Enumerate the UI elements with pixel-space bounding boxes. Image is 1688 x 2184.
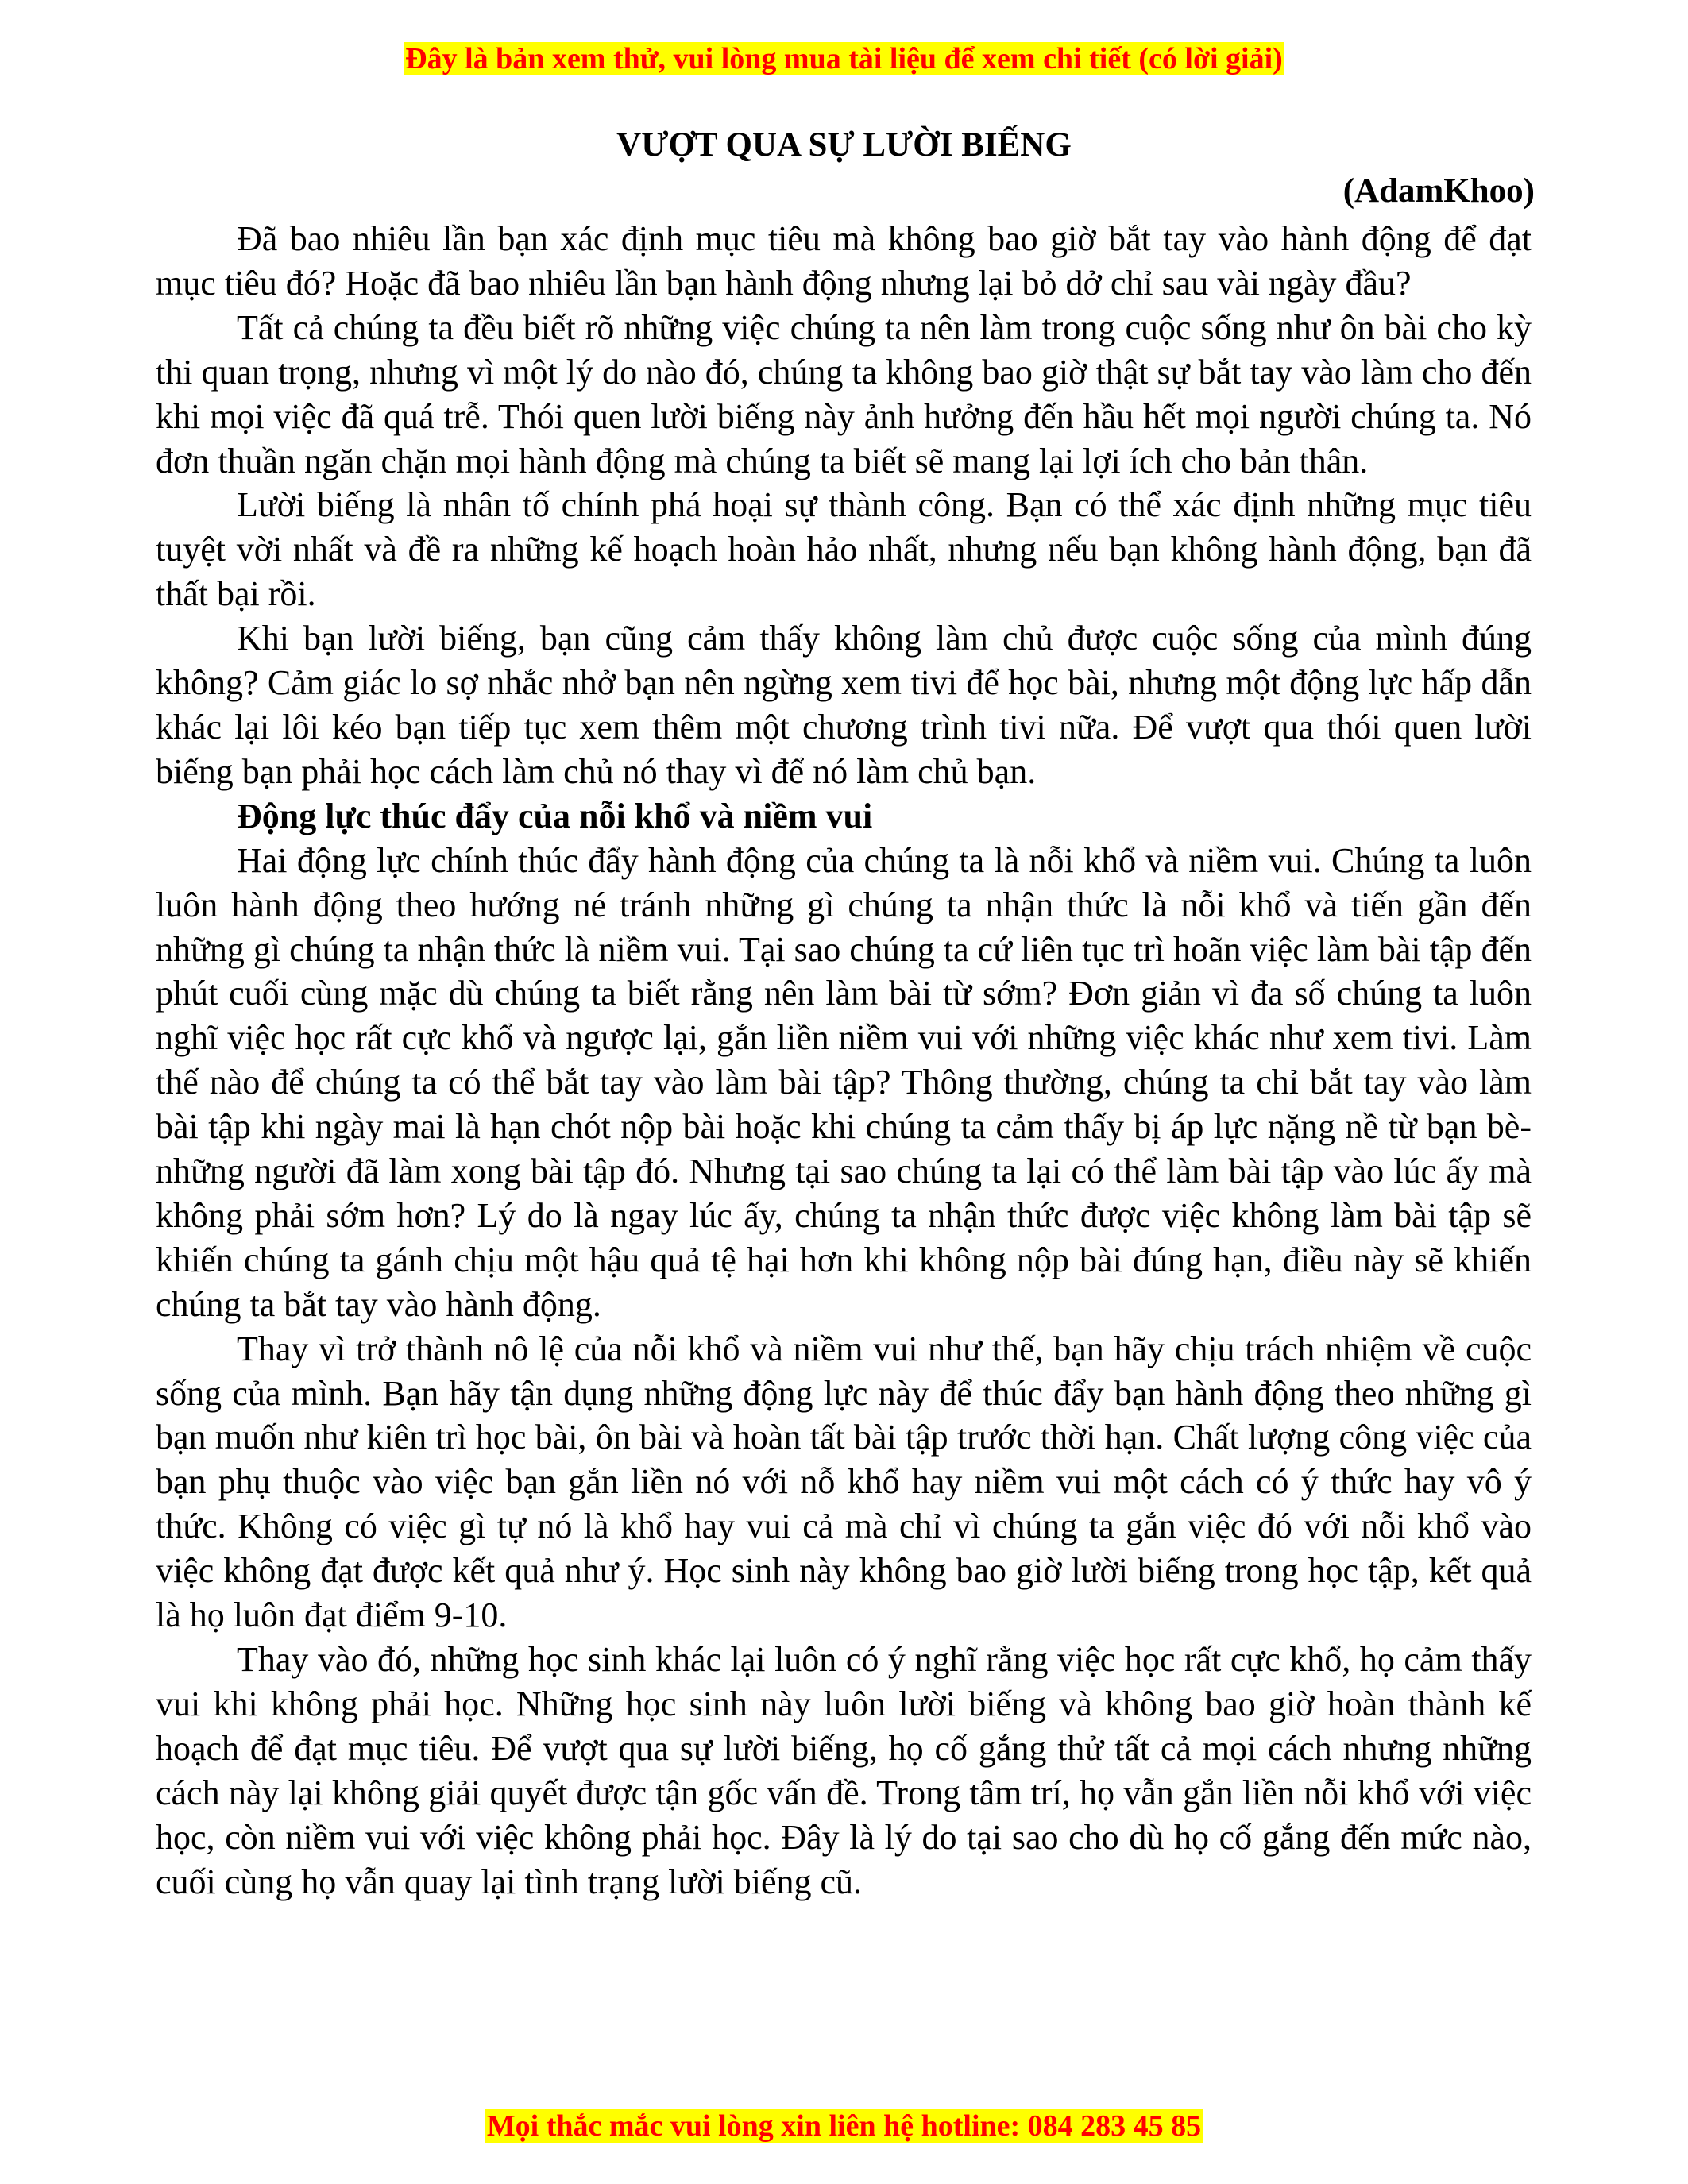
preview-notice-banner: [0, 40, 1688, 78]
paragraph: Thay vì trở thành nô lệ của nỗi khổ và niềm vui như thế, bạn hãy chịu trách nhiệm về cuộc sống của mình. Bạn hãy tận dụng những động lực này để thúc đẩy bạn hành động theo những gì bạn muốn như kiên trì học bài, ôn bài và hoàn tất bài tập trước thời hạn. Chất lượng công việc của bạn phụ thuộc vào việc bạn gắn liền nó với nỗ khổ hay niềm vui một cách có ý thức hay vô ý thức. Không có việc gì tự nó là khổ hay vui cả mà chỉ vì chúng ta gắn việc đó với nỗi khổ vào việc không đạt được kết quả như ý. Học sinh này không bao giờ lười biếng trong học tập, kết quả là họ luôn đạt điểm 9-10.: [156, 1329, 1532, 1635]
paragraph: Khi bạn lười biếng, bạn cũng cảm thấy không làm chủ được cuộc sống của mình đúng không? Cảm giác lo sợ nhắc nhở bạn nên ngừng xem tivi để học bài, nhưng một động lực hấp dẫn khác lại lôi kéo bạn tiếp tục xem thêm một chương trình tivi nữa. Để vượt qua thói quen lười biếng bạn phải học cách làm chủ nó thay vì để nó làm chủ bạn.: [156, 619, 1532, 791]
hotline-text: Mọi thắc mắc vui lòng xin liên hệ hotline: 084 283 45 85: [486, 2109, 1202, 2143]
preview-notice-text: Đây là bản xem thử, vui lòng mua tài liệu để xem chi tiết (có lời giải): [405, 42, 1283, 75]
document-author: (AdamKhoo): [1342, 172, 1535, 210]
paragraph: Lười biếng là nhân tố chính phá hoại sự thành công. Bạn có thể xác định những mục tiêu tuyệt vời nhất và đề ra những kế hoạch hoàn hảo nhất, nhưng nếu bạn không hành động, bạn đã thất bại rồi.: [156, 485, 1532, 614]
section-heading: Động lực thúc đẩy của nỗi khổ và niềm vui: [237, 796, 873, 835]
hotline-banner: [0, 2107, 1688, 2145]
paragraph: Hai động lực chính thúc đẩy hành động của chúng ta là nỗi khổ và niềm vui. Chúng ta luôn luôn hành động theo hướng né tránh những gì chúng ta nhận thức là nỗi khổ và tiến gần đến những gì chúng ta nhận thức là niềm vui. Tại sao chúng ta cứ liên tục trì hoãn việc làm bài tập đến phút cuối cùng mặc dù chúng ta biết rằng nên làm bài từ sớm? Đơn giản vì đa số chúng ta luôn nghĩ việc học rất cực khổ và ngược lại, gắn liền niềm vui với những việc khác như xem tivi. Làm thế nào để chúng ta có thể bắt tay vào làm bài tập? Thông thường, chúng ta chỉ bắt tay vào làm bài tập khi ngày mai là hạn chót nộp bài hoặc khi chúng ta cảm thấy bị áp lực nặng nề từ bạn bè-những người đã làm xong bài tập đó. Nhưng tại sao chúng ta lại có thể làm bài tập vào lúc ấy mà không phải sớm hơn? Lý do là ngay lúc ấy, chúng ta nhận thức được việc không làm bài tập sẽ khiến chúng ta gánh chịu một hậu quả tệ hại hơn khi không nộp bài đúng hạn, điều này sẽ khiến chúng ta bắt tay vào hành động.: [156, 840, 1532, 1324]
paragraph: Thay vào đó, những học sinh khác lại luôn có ý nghĩ rằng việc học rất cực khổ, họ cảm thấy vui khi không phải học. Những học sinh này luôn lười biếng và không bao giờ hoàn thành kế hoạch để đạt mục tiêu. Để vượt qua sự lười biếng, họ cố gắng thử tất cả mọi cách nhưng những cách này lại không giải quyết được tận gốc vấn đề. Trong tâm trí, họ vẫn gắn liền nỗi khổ với việc học, còn niềm vui với việc không phải học. Đây là lý do tại sao cho dù họ cố gắng đến mức nào, cuối cùng họ vẫn quay lại tình trạng lười biếng cũ.: [156, 1640, 1532, 1901]
paragraph: Tất cả chúng ta đều biết rõ những việc chúng ta nên làm trong cuộc sống như ôn bài cho kỳ thi quan trọng, nhưng vì một lý do nào đó, chúng ta không bao giờ thật sự bắt tay vào làm cho đến khi mọi việc đã quá trễ. Thói quen lười biếng này ảnh hưởng đến hầu hết mọi người chúng ta. Nó đơn thuần ngăn chặn mọi hành động mà chúng ta biết sẽ mang lại lợi ích cho bản thân.: [156, 307, 1532, 480]
document-title: VƯỢT QUA SỰ LƯỜI BIẾNG: [616, 126, 1072, 164]
document-body: [156, 217, 1532, 1904]
paragraph: Đã bao nhiêu lần bạn xác định mục tiêu mà không bao giờ bắt tay vào hành động để đạt mục tiêu đó? Hoặc đã bao nhiêu lần bạn hành động nhưng lại bỏ dở chỉ sau vài ngày đầu?: [156, 219, 1532, 303]
